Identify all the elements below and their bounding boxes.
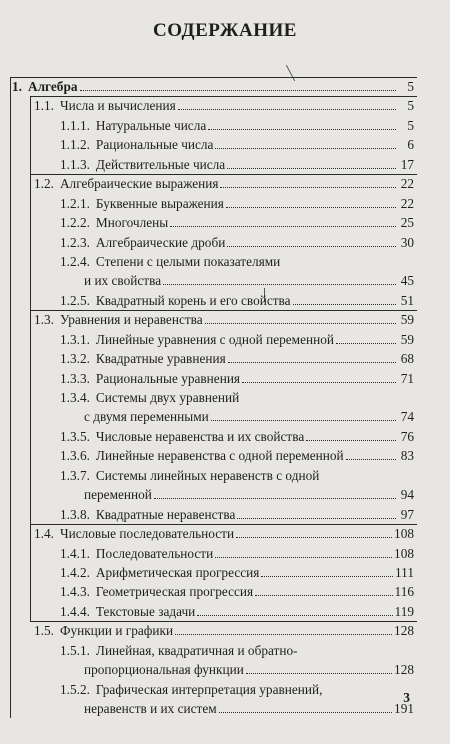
toc-line [60, 155, 414, 174]
toc-title: Квадратный корень и его свойства [95, 292, 291, 308]
toc-title: Системы двух уравнений [95, 390, 240, 405]
toc-line [60, 194, 414, 213]
toc-title: Квадратные уравнения [95, 351, 226, 367]
toc-title: Квадратные неравенства [95, 506, 236, 522]
dot-leader [163, 272, 396, 285]
toc-line [60, 349, 414, 368]
toc-entry [0, 388, 450, 407]
dot-leader [170, 214, 396, 227]
toc-number: 1.5. [34, 623, 54, 639]
toc-page-number: 108 [394, 545, 414, 561]
toc-entry [0, 174, 450, 193]
toc-entry [0, 77, 450, 96]
toc-line [60, 213, 414, 232]
toc-line [34, 174, 414, 193]
toc-entry [0, 135, 450, 154]
dot-leader [226, 195, 396, 208]
toc-entry [0, 563, 450, 582]
toc-entry [0, 446, 450, 465]
toc-number: 1. [12, 79, 22, 94]
dot-leader [236, 525, 392, 538]
toc-page-number: 71 [400, 370, 414, 386]
toc-line [60, 446, 414, 465]
toc-line [60, 505, 414, 524]
toc-page-number: 5 [407, 117, 414, 133]
toc-line [60, 330, 414, 349]
toc-entry [0, 505, 450, 524]
toc-entry [0, 407, 450, 426]
toc-page-number: 83 [400, 448, 414, 464]
toc-number: 1.3.6. [60, 448, 90, 464]
toc-page-number: 30 [400, 234, 414, 250]
toc-entry [0, 116, 450, 135]
toc-line [60, 233, 414, 252]
toc-number: 1.2.5. [60, 292, 90, 308]
toc-line [60, 427, 414, 446]
dot-leader [215, 545, 392, 558]
toc-line [60, 291, 414, 310]
toc-title: Алгебраические дроби [95, 234, 226, 250]
toc-page-number: 59 [400, 331, 414, 347]
toc-entry [0, 252, 450, 271]
toc-line [84, 485, 414, 504]
toc-title: пропорциональная функции [84, 662, 244, 678]
toc-entry [0, 330, 450, 349]
toc-title: переменной [84, 487, 152, 503]
dot-leader [175, 622, 392, 635]
toc-entry [0, 544, 450, 563]
toc-number: 1.2.4. [60, 253, 90, 269]
toc-page-number: 97 [400, 506, 414, 522]
toc-page-number: 74 [400, 409, 414, 425]
toc-title: Геометрическая прогрессия [95, 584, 254, 600]
outline-rule [30, 174, 31, 310]
toc-entry [0, 680, 450, 699]
toc-line [60, 369, 414, 388]
toc-number: 1.4. [34, 526, 54, 542]
dot-leader [293, 292, 396, 305]
dot-leader [255, 583, 392, 596]
toc-title: Многочлены [95, 215, 169, 231]
toc-number: 1.1.1. [60, 117, 90, 133]
page-number: 3 [403, 690, 410, 705]
toc-page-number: 45 [400, 273, 414, 289]
toc-line [60, 116, 414, 135]
toc-line [84, 699, 414, 718]
toc-title: Функции и графики [59, 623, 174, 639]
toc-number: 1.5.1. [60, 642, 90, 658]
toc-number: 1.3.3. [60, 370, 90, 386]
toc-page-number: 5 [407, 98, 414, 114]
toc-line [12, 77, 414, 96]
toc-entry [0, 602, 450, 621]
toc-line [34, 524, 414, 543]
toc-line [60, 563, 414, 582]
dot-leader [215, 136, 396, 149]
dot-leader [306, 428, 396, 441]
dot-leader [228, 350, 396, 363]
dot-leader [242, 370, 396, 383]
outline-rule [10, 77, 11, 718]
toc-title: и их свойства [84, 273, 162, 289]
toc-line [60, 680, 414, 699]
toc-number: 1.1.3. [60, 156, 90, 172]
toc-number: 1.3.4. [60, 390, 90, 405]
toc-title: Арифметическая прогрессия [95, 564, 260, 580]
dot-leader [219, 700, 392, 713]
toc-entry [0, 194, 450, 213]
toc-line [60, 466, 414, 485]
toc-entry [0, 660, 450, 679]
toc-title: Числовые последовательности [59, 526, 235, 542]
toc-entry [0, 427, 450, 446]
toc-number: 1.3.2. [60, 351, 90, 367]
toc-title: Линейные неравенства с одной переменной [95, 448, 344, 464]
toc-title: Натуральные числа [95, 117, 207, 133]
toc-number: 1.3.1. [60, 331, 90, 347]
toc-page-number: 128 [394, 662, 414, 678]
toc-entry [0, 699, 450, 718]
toc-entry [0, 582, 450, 601]
toc-title: Числовые неравенства и их свойства [95, 428, 305, 444]
toc-title: Буквенные выражения [95, 195, 224, 211]
toc-number: 1.5.2. [60, 681, 90, 697]
toc-entry [0, 96, 450, 115]
toc-number: 1.3.8. [60, 506, 90, 522]
toc-entry [0, 291, 450, 310]
toc-line [60, 544, 414, 563]
dot-leader [261, 564, 393, 577]
toc-number: 1.1.2. [60, 137, 90, 153]
toc-page-number: 116 [394, 584, 414, 600]
toc-page-number: 22 [400, 195, 414, 211]
toc-entry [0, 621, 450, 640]
toc-title: Алгебраические выражения [59, 176, 219, 192]
dot-leader [227, 234, 396, 247]
dot-leader [346, 447, 396, 460]
toc-line [34, 310, 414, 329]
toc-line [84, 271, 414, 290]
toc-page-number: 68 [400, 351, 414, 367]
toc-title: неравенств и их систем [84, 701, 217, 716]
toc-page-number: 22 [400, 176, 414, 192]
dot-leader [246, 661, 392, 674]
toc-line [60, 602, 414, 621]
toc-title: с двумя переменными [84, 409, 209, 425]
toc-page-number: 59 [400, 312, 414, 328]
toc-page-number: 17 [400, 156, 414, 172]
toc-number: 1.4.2. [60, 564, 90, 580]
dot-leader [205, 311, 396, 324]
toc-title: Рациональные числа [95, 137, 214, 153]
toc-title: Числа и вычисления [59, 98, 176, 114]
toc-entry [0, 641, 450, 660]
page-title: СОДЕРЖАНИЕ [153, 20, 297, 41]
toc-entry [0, 524, 450, 543]
dot-leader [220, 175, 396, 188]
dot-leader [154, 486, 396, 499]
toc-page-number: 51 [400, 292, 414, 308]
toc-number: 1.4.1. [60, 545, 90, 561]
dot-leader [211, 408, 396, 421]
toc-number: 1.3.7. [60, 467, 90, 483]
toc-entry [0, 155, 450, 174]
dot-leader [336, 331, 396, 344]
dot-leader [237, 506, 396, 519]
toc-title: Линейные уравнения с одной переменной [95, 331, 334, 347]
dot-leader [178, 97, 396, 110]
outline-rule [30, 524, 31, 621]
toc-line [60, 135, 414, 154]
toc-page-number: 191 [394, 701, 414, 716]
toc-page-number: 6 [407, 137, 414, 153]
toc-line [34, 96, 414, 115]
toc-title: Графическая интерпретация уравнений, [95, 681, 323, 697]
toc-entry [0, 271, 450, 290]
toc-number: 1.2.3. [60, 234, 90, 250]
toc-entry [0, 213, 450, 232]
toc-title: Алгебра [27, 79, 78, 94]
toc-entry [0, 369, 450, 388]
toc-line [60, 388, 414, 407]
toc-page-number: 25 [400, 215, 414, 231]
toc-page-number: 5 [407, 79, 414, 94]
toc-number: 1.2. [34, 176, 54, 192]
toc-page-number: 128 [394, 623, 414, 639]
toc-line [84, 407, 414, 426]
toc-line [84, 660, 414, 679]
toc-page-number: 108 [394, 526, 414, 542]
toc-number: 1.4.3. [60, 584, 90, 600]
outline-rule [30, 310, 31, 524]
toc-number: 1.2.2. [60, 215, 90, 231]
toc-entry [0, 349, 450, 368]
toc-number: 1.1. [34, 98, 54, 114]
toc-title: Уравнения и неравенства [59, 312, 203, 328]
toc-page-number: 94 [400, 487, 414, 503]
dot-leader [197, 603, 392, 616]
toc-line [60, 641, 414, 660]
toc-title: Последовательности [95, 545, 214, 561]
toc-number: 1.3. [34, 312, 54, 328]
toc-entry [0, 233, 450, 252]
toc-title: Текстовые задачи [95, 603, 196, 619]
toc-title: Линейная, квадратичная и обратно- [95, 642, 298, 658]
toc-line [60, 252, 414, 271]
toc-line [34, 621, 414, 640]
toc-title: Рациональные уравнения [95, 370, 241, 386]
toc-entry [0, 485, 450, 504]
dot-leader [227, 156, 396, 169]
dot-leader [80, 78, 396, 91]
toc-line [60, 582, 414, 601]
toc-number: 1.3.5. [60, 428, 90, 444]
toc-page-number: 119 [394, 603, 414, 619]
toc-number: 1.4.4. [60, 603, 90, 619]
outline-rule [30, 96, 31, 174]
toc-entry [0, 310, 450, 329]
toc-title: Системы линейных неравенств с одной [95, 467, 320, 483]
toc-entry [0, 466, 450, 485]
toc-page-number: 76 [400, 428, 414, 444]
table-of-contents [0, 77, 450, 718]
toc-page-number: 111 [395, 564, 414, 580]
dot-leader [208, 117, 396, 130]
toc-title: Степени с целыми показателями [95, 253, 281, 269]
toc-title: Действительные числа [95, 156, 226, 172]
toc-number: 1.2.1. [60, 195, 90, 211]
